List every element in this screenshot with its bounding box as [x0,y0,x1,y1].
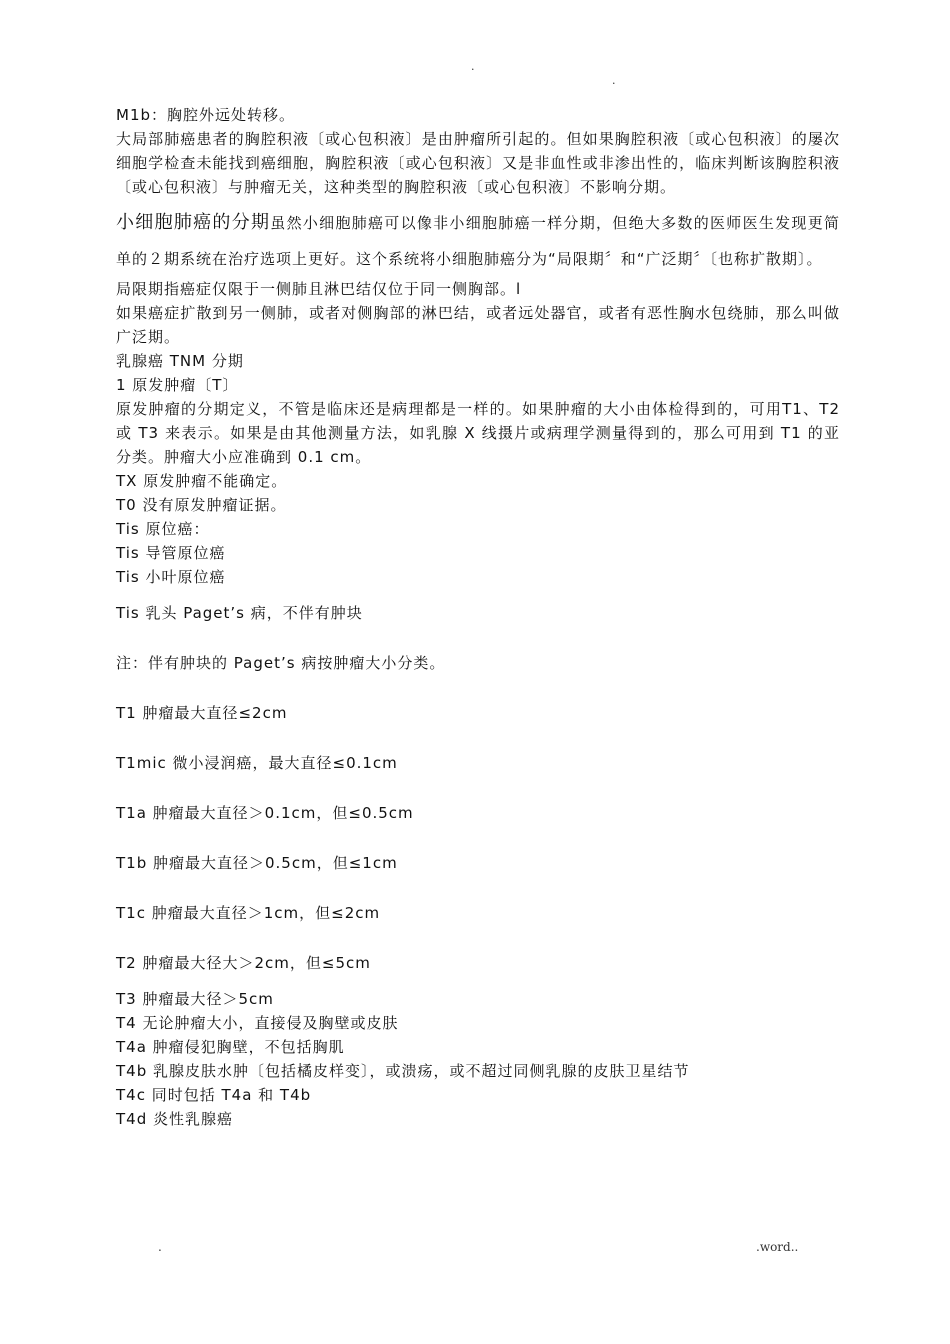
limited-stage-line: 局限期指癌症仅限于一侧肺且淋巴结仅位于同一侧胸部。l [116,280,522,298]
t1mic-line: T1mic 微小浸润癌，最大直径≤0.1cm [116,754,398,772]
sclc-paragraph [116,205,840,277]
t3-line: T3 肿瘤最大径＞5cm [116,990,274,1008]
t2-line: T2 肿瘤最大径大＞2cm，但≤5cm [116,954,371,972]
t0-line: T0 没有原发肿瘤证据。 [116,496,287,514]
tis-line: Tis 原位癌： [116,520,210,538]
effusion-paragraph: 大局部肺癌患者的胸腔积液〔或心包积液〕是由肿瘤所引起的。但如果胸腔积液〔或心包积液〕的屡次细胞学检查未能找到癌细胞，胸腔积液〔或心包积液〕又是非血性或非渗出性的，临床判断该胸腔积液〔或心包积液〕与肿瘤无关，这种类型的胸腔积液〔或心包积液〕不影响分期。 [116,130,840,196]
t1b-line: T1b 肿瘤最大直径＞0.5cm，但≤1cm [116,854,398,872]
extensive-stage-paragraph: 如果癌症扩散到另一侧肺，或者对侧胸部的淋巴结，或者远处器官，或者有恶性胸水包绕肺，那么叫做广泛期。 [116,304,840,346]
t4d-line: T4d 炎性乳腺癌 [116,1110,233,1128]
primary-tumor-definition: 原发肿瘤的分期定义，不管是临床还是病理都是一样的。如果肿瘤的大小由体检得到的，可用T1、T2 或 T3 来表示。如果是由其他测量方法，如乳腺 X 线摄片或病理学测量得到的，那么可用到 T1 的亚分类。肿瘤大小应准确到 0.1 cm。 [116,400,840,466]
t4a-line: T4a 肿瘤侵犯胸壁，不包括胸肌 [116,1038,345,1056]
footer-word: .word.. [756,1240,799,1254]
t4-line: T4 无论肿瘤大小，直接侵及胸壁或皮肤 [116,1014,399,1032]
sclc-text: 虽然小细胞肺癌可以像非小细胞肺癌一样分期，但绝大多数的医师医生发现更简单的２期系统在治疗选项上更好。这个系统将小细胞肺癌分为“局限期〞和“广泛期〞〔也称扩散期〕。 [116,214,841,268]
header-dot-left: . [471,60,475,73]
tx-line: TX 原发肿瘤不能确定。 [116,472,288,490]
header-dot-right: . [612,74,616,87]
footer-dot: . [158,1240,162,1254]
tis-lobular-line: Tis 小叶原位癌 [116,568,226,586]
breast-tnm-title: 乳腺癌 TNM 分期 [116,352,244,370]
t4c-line: T4c 同时包括 T4a 和 T4b [116,1086,312,1104]
t1a-line: T1a 肿瘤最大直径＞0.1cm，但≤0.5cm [116,804,414,822]
t1-line: T1 肿瘤最大直径≤2cm [116,704,288,722]
m1b-line: M1b：胸腔外远处转移。 [116,106,296,124]
sclc-heading: 小细胞肺癌的分期 [116,212,271,233]
t1c-line: T1c 肿瘤最大直径＞1cm，但≤2cm [116,904,381,922]
tis-ductal-line: Tis 导管原位癌 [116,544,226,562]
t4b-line: T4b 乳腺皮肤水肿〔包括橘皮样变〕，或溃疡，或不超过同侧乳腺的皮肤卫星结节 [116,1062,690,1080]
document-body [116,103,840,1131]
tis-paget-line: Tis 乳头 Paget’s 病，不伴有肿块 [116,604,363,622]
primary-tumor-title: 1 原发肿瘤〔T〕 [116,376,239,394]
note-line: 注：伴有肿块的 Paget’s 病按肿瘤大小分类。 [116,654,446,672]
